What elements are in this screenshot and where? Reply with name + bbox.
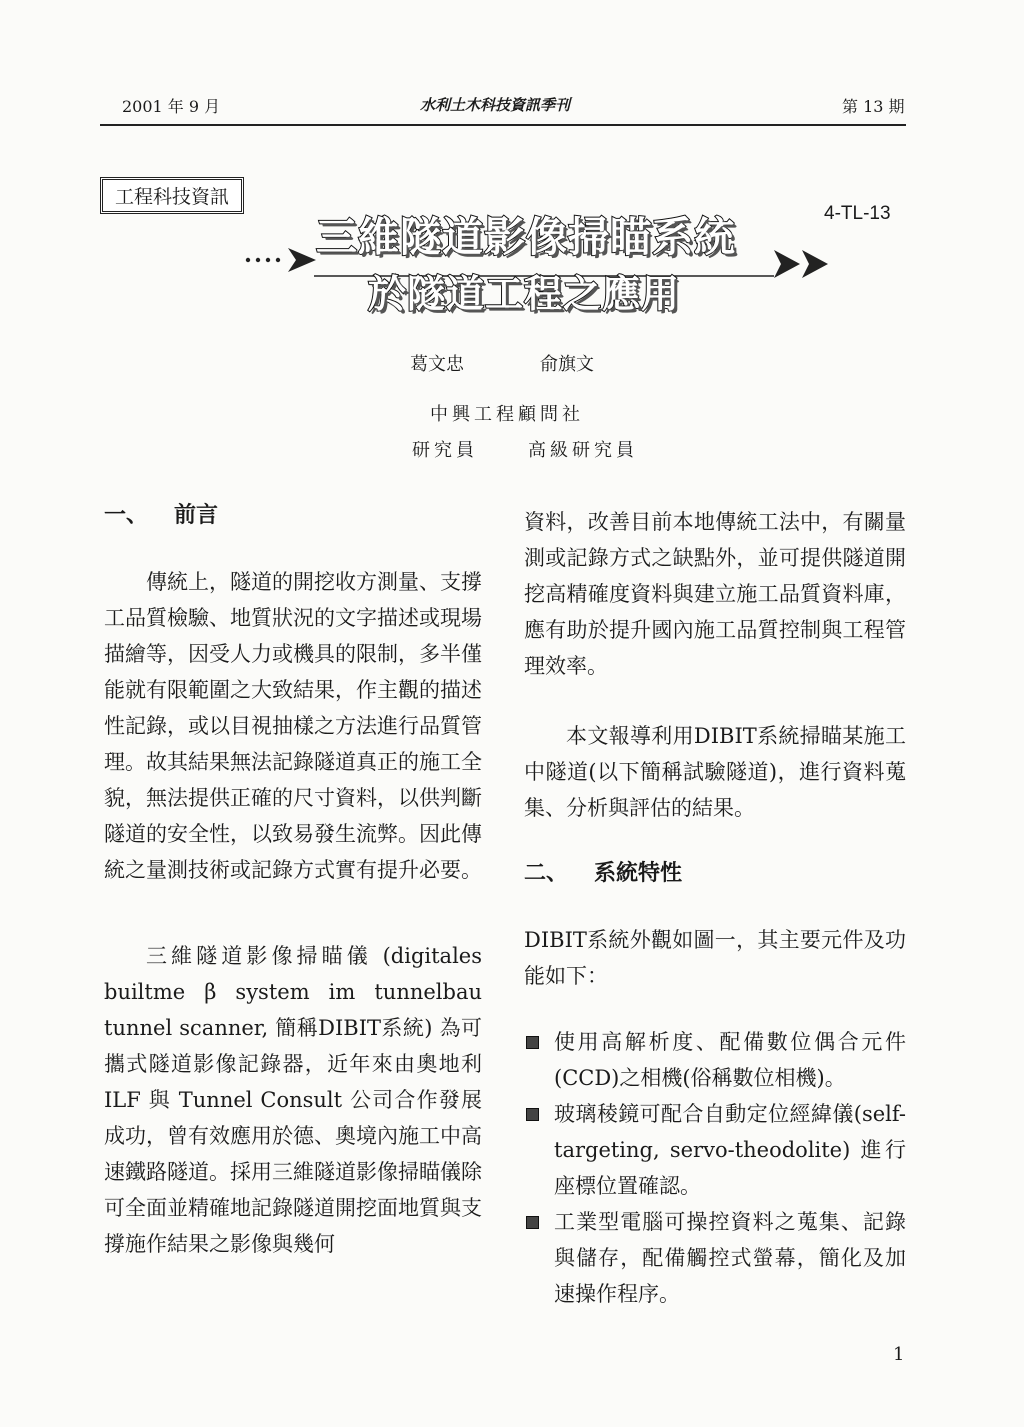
header-rule (100, 124, 906, 126)
square-bullet-icon (526, 1108, 539, 1121)
list-item: 玻璃稜鏡可配合自動定位經緯儀(self-targeting, servo-theodolite) 進行座標位置確認。 (524, 1096, 906, 1204)
author-2-name: 俞旗文 (540, 354, 594, 375)
section-1-title: 前言 (174, 503, 219, 528)
author-1-name: 葛文忠 (410, 354, 464, 375)
component-list (524, 1024, 906, 1312)
column-tag: 工程科技資訊 (100, 177, 244, 214)
section-1-paragraph-1: 傳統上，隧道的開挖收方測量、支撐工品質檢驗、地質狀況的文字描述或現場描繪等，因受人力或機具的限制，多半僅能就有限範圍之大致結果，作主觀的描述性記錄，或以目視抽樣之方法進行品質管理。故其結果無法記錄隧道真正的施工全貌，無法提供正確的尺寸資料，以供判斷隧道的安全性，以致易發生流弊。因此傳統之量測技術或記錄方式實有提升必要。 (104, 570, 482, 882)
affiliation: 中興工程顧問社 (430, 404, 584, 425)
section-2-number: 二、 (524, 861, 569, 886)
left-column (104, 498, 482, 1262)
section-1-paragraph-2-continued: 資料，改善目前本地傳統工法中，有關量測或記錄方式之缺點外，並可提供隧道開挖高精確度資料與建立施工品質資料庫，應有助於提升國內施工品質控制與工程管理效率。 (524, 510, 906, 678)
section-2-title: 系統特性 (594, 861, 683, 886)
section-1-paragraph-2: 三維隧道影像掃瞄儀 (digitales builtme β system im tunnelbau tunnel scanner, 簡稱DIBIT系統) 為可攜式隧道影像記錄器，近年來由奧地利 ILF 與 Tunnel Consult 公司合作發展成功，曾有效應用於德、奧境內施工中高速鐵路隧道。採用三維隧道影像掃瞄儀除可全面並精確地記錄隧道開挖面地質與支撐施作結果之影像與幾何 (104, 944, 482, 1256)
section-1-number: 一、 (104, 503, 149, 528)
section-1-heading (104, 498, 482, 534)
square-bullet-icon (526, 1036, 539, 1049)
article-code: 4-TL-13 (824, 203, 891, 224)
right-column (524, 504, 906, 1312)
title-line-2: 於隧道工程之應用 (368, 272, 681, 316)
author-2-role: 高級研究員 (528, 440, 638, 461)
list-item: 工業型電腦可操控資料之蒐集、記錄與儲存，配備觸控式螢幕，簡化及加速操作程序。 (524, 1204, 906, 1312)
section-2-intro: DIBIT系統外觀如圖一，其主要元件及功能如下： (524, 928, 906, 988)
section-2-heading (524, 856, 906, 892)
header-journal: 水利土木科技資訊季刊 (420, 96, 571, 114)
page-number: 1 (893, 1344, 905, 1365)
square-bullet-icon (526, 1216, 539, 1229)
author-1-role: 研究員 (412, 440, 478, 461)
title-line-1: 三維隧道影像掃瞄系統 (316, 213, 736, 261)
section-1-paragraph-3: 本文報導利用DIBIT系統掃瞄某施工中隧道(以下簡稱試驗隧道)，進行資料蒐集、分析與評估的結果。 (524, 724, 906, 820)
header-issue: 第 13 期 (842, 97, 905, 116)
list-item: 使用高解析度、配備數位偶合元件(CCD)之相機(俗稱數位相機)。 (524, 1024, 906, 1096)
header-date: 2001 年 9 月 (122, 97, 221, 116)
